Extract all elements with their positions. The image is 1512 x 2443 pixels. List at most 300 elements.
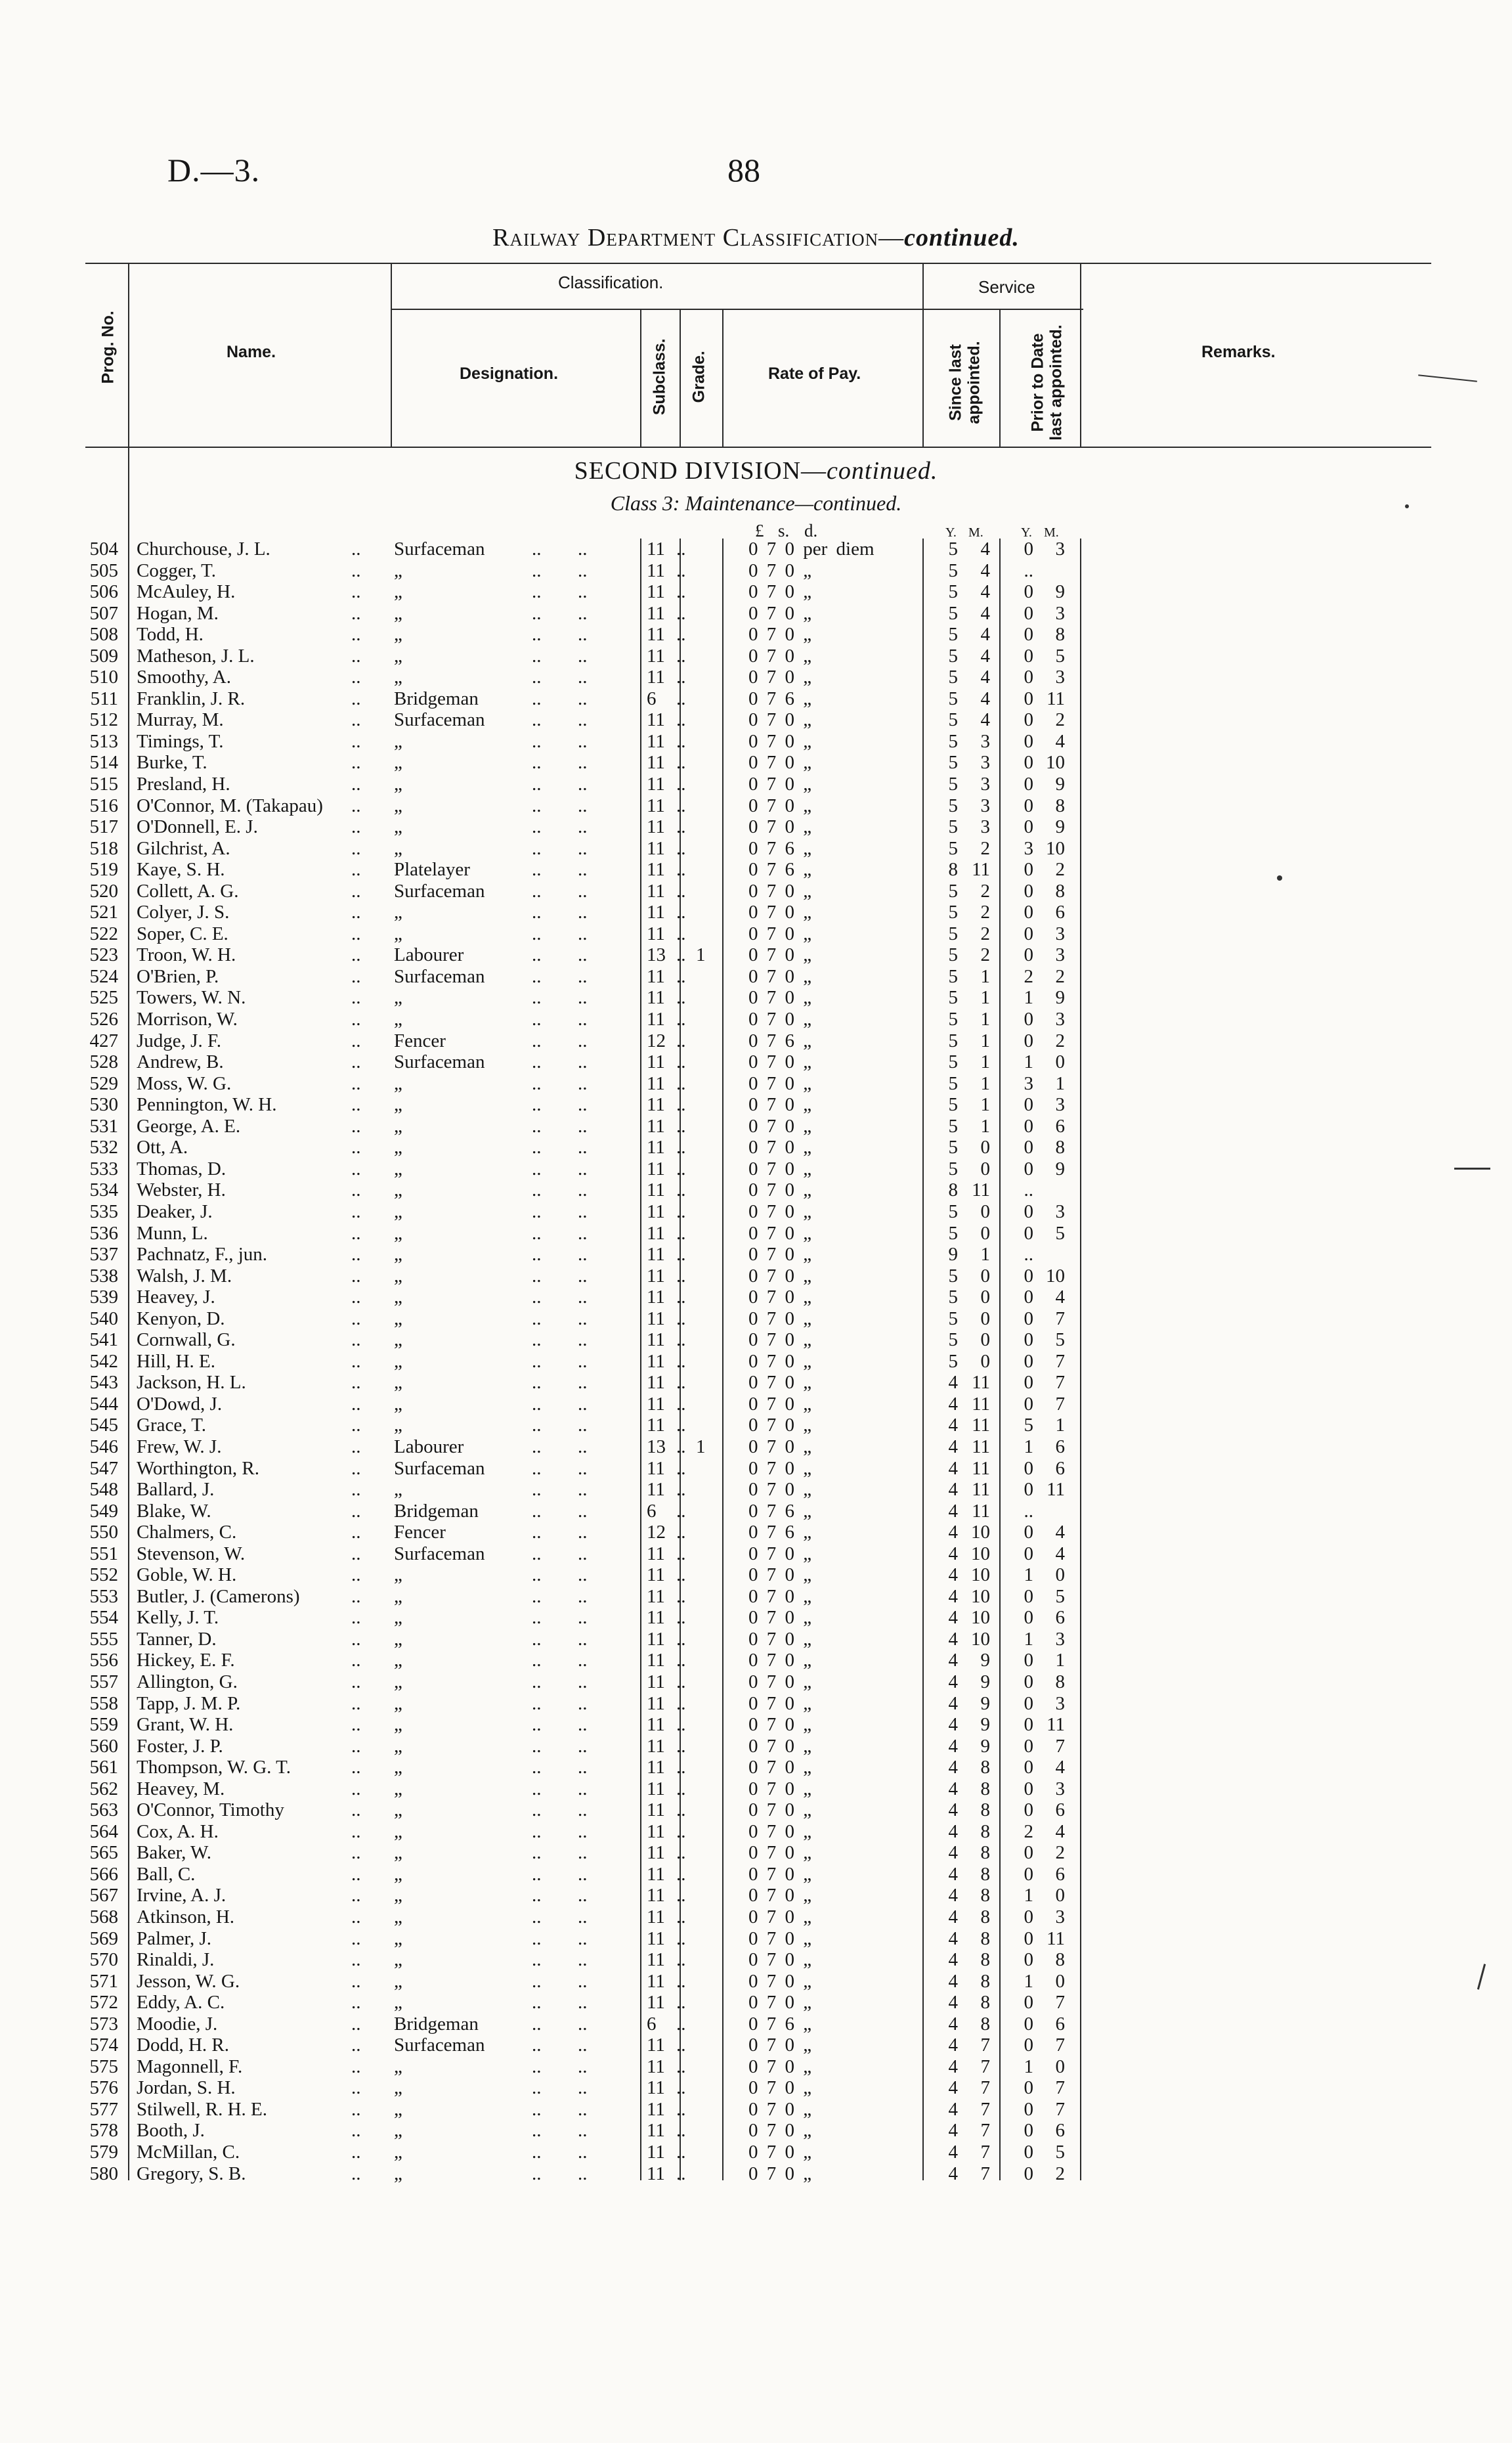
prior-months: 6 [1055, 2120, 1065, 2142]
employee-name: Moodie, J. [137, 2013, 218, 2035]
subclass: 11 [647, 1200, 665, 1222]
prior-years: 0 [1024, 709, 1033, 731]
prog-number: 524 [89, 965, 118, 987]
since-months: 11 [972, 1372, 990, 1394]
leader-dots: .. [532, 1863, 542, 1885]
since-months: 8 [980, 1949, 990, 1971]
prior-years: 0 [1024, 1222, 1033, 1244]
leader-dots: .. [676, 1115, 686, 1137]
table-row [0, 752, 1512, 774]
leader-dots: .. [532, 2142, 542, 2163]
prior-months: 9 [1055, 1158, 1065, 1179]
leader-dots: .. [351, 560, 361, 581]
leader-dots: .. [351, 1457, 361, 1479]
prior-months: 7 [1055, 1350, 1065, 1372]
leader-dots: .. [351, 774, 361, 795]
subclass: 11 [647, 1735, 665, 1757]
leader-dots: .. [532, 1735, 542, 1757]
table-row [0, 1607, 1512, 1629]
prior-months: 10 [1046, 1265, 1065, 1287]
prog-number: 569 [89, 1927, 118, 1949]
rate-of-pay: 0 7 0 „ [748, 1949, 812, 1971]
prior-years: 0 [1024, 2077, 1033, 2099]
header-prior-to-date: Prior to Date last appointed. [1028, 324, 1065, 441]
since-years: 4 [948, 1714, 958, 1736]
leader-dots: .. [351, 1650, 361, 1671]
subclass: 11 [647, 774, 665, 795]
prior-months: 2 [1055, 709, 1065, 731]
leader-dots: .. [676, 1072, 686, 1094]
leader-dots: .. [351, 1137, 361, 1158]
leader-dots: .. [676, 1820, 686, 1842]
leader-dots: .. [676, 645, 686, 667]
since-years: 5 [948, 880, 958, 902]
designation: Labourer [394, 944, 464, 966]
prior-years: 0 [1024, 688, 1033, 709]
since-years: 5 [948, 730, 958, 752]
subclass: 11 [647, 1692, 665, 1714]
col-rule-grade [722, 309, 724, 448]
leader-dots: .. [351, 667, 361, 688]
since-months: 1 [980, 1115, 990, 1137]
designation: „ [394, 816, 402, 838]
leader-dots: .. [676, 816, 686, 838]
subclass: 11 [647, 2098, 665, 2120]
employee-name: Tapp, J. M. P. [137, 1692, 241, 1714]
since-months: 8 [980, 1799, 990, 1821]
designation: Surfaceman [394, 709, 485, 731]
since-years: 8 [948, 859, 958, 881]
leader-dots: .. [578, 1607, 588, 1629]
designation: „ [394, 1585, 402, 1607]
prior-years: 0 [1024, 1906, 1033, 1927]
leader-dots: .. [532, 1992, 542, 2014]
leader-dots: .. [578, 1692, 588, 1714]
leader-dots: .. [532, 1479, 542, 1501]
table-row [0, 816, 1512, 838]
employee-name: Pennington, W. H. [137, 1094, 277, 1116]
scan-mark [1454, 1168, 1490, 1170]
leader-dots: .. [351, 1927, 361, 1949]
designation: „ [394, 1820, 402, 1842]
leader-dots: .. [351, 2120, 361, 2142]
since-years: 5 [948, 816, 958, 838]
rate-of-pay: 0 7 0 „ [748, 1735, 812, 1757]
since-years: 5 [948, 1072, 958, 1094]
since-months: 4 [980, 602, 990, 624]
leader-dots: .. [578, 1457, 588, 1479]
leader-dots: .. [676, 1222, 686, 1244]
subclass: 11 [647, 2120, 665, 2142]
prog-number: 573 [89, 2013, 118, 2035]
subclass: 11 [647, 602, 665, 624]
since-years: 5 [948, 1287, 958, 1308]
prog-number: 509 [89, 645, 118, 667]
since-years: 5 [948, 944, 958, 966]
leader-dots: .. [578, 581, 588, 603]
rate-of-pay: 0 7 0 „ [748, 923, 812, 944]
prog-number: 532 [89, 1137, 118, 1158]
prior-months: 7 [1055, 1393, 1065, 1415]
leader-dots: .. [676, 1714, 686, 1736]
prior-months: 3 [1055, 667, 1065, 688]
rate-of-pay: 0 7 6 „ [748, 1500, 812, 1522]
leader-dots: .. [578, 902, 588, 923]
designation: „ [394, 1372, 402, 1394]
prog-number: 561 [89, 1757, 118, 1778]
subclass: 11 [647, 1927, 665, 1949]
leader-dots: .. [676, 1949, 686, 1971]
rate-of-pay: 0 7 0 „ [748, 1607, 812, 1629]
rate-of-pay: 0 7 0 „ [748, 1564, 812, 1586]
subclass: 11 [647, 1799, 665, 1821]
designation: Platelayer [394, 859, 470, 881]
prog-number: 530 [89, 1094, 118, 1116]
subclass: 11 [647, 2163, 665, 2184]
prior-years: 3 [1024, 1072, 1033, 1094]
employee-name: O'Connor, M. (Takapau) [137, 795, 323, 816]
table-row [0, 1586, 1512, 1608]
prog-number: 542 [89, 1350, 118, 1372]
leader-dots: .. [351, 624, 361, 646]
since-years: 5 [948, 709, 958, 731]
prior-years: 0 [1024, 1329, 1033, 1351]
prior-months: 3 [1055, 944, 1065, 966]
employee-name: Blake, W. [137, 1500, 211, 1522]
table-row [0, 667, 1512, 688]
prog-number: 531 [89, 1115, 118, 1137]
prior-years: 0 [1024, 1457, 1033, 1479]
table-row [0, 795, 1512, 817]
table-row [0, 1244, 1512, 1266]
since-years: 4 [948, 1778, 958, 1799]
prior-months: 4 [1055, 1757, 1065, 1778]
prior-years: 0 [1024, 1158, 1033, 1179]
rate-of-pay: 0 7 0 „ [748, 2056, 812, 2077]
leader-dots: .. [351, 1992, 361, 2014]
designation: „ [394, 1200, 402, 1222]
subclass: 11 [647, 730, 665, 752]
prog-number: 558 [89, 1692, 118, 1714]
since-years: 4 [948, 2077, 958, 2099]
leader-dots: .. [676, 1543, 686, 1564]
leader-dots: .. [351, 2013, 361, 2035]
designation: „ [394, 1072, 402, 1094]
prior-months: 7 [1055, 1735, 1065, 1757]
prog-number: 550 [89, 1522, 118, 1543]
since-months: 8 [980, 1885, 990, 1906]
subclass: 11 [647, 1222, 665, 1244]
subclass: 11 [647, 1885, 665, 1906]
subclass: 11 [647, 1457, 665, 1479]
subclass: 11 [647, 923, 665, 944]
prior-years: 0 [1024, 1607, 1033, 1629]
since-months: 11 [972, 1415, 990, 1436]
leader-dots: .. [578, 944, 588, 966]
since-years: 4 [948, 1628, 958, 1650]
prior-months: 5 [1055, 1329, 1065, 1351]
designation: „ [394, 1179, 402, 1201]
employee-name: Deaker, J. [137, 1200, 213, 1222]
prog-number: 512 [89, 709, 118, 731]
since-months: 0 [980, 1158, 990, 1179]
prog-number: 526 [89, 1009, 118, 1030]
division-title [0, 456, 1512, 485]
prior-years: 5 [1024, 1415, 1033, 1436]
leader-dots: .. [532, 539, 542, 560]
division-name: SECOND DIVISION— [574, 457, 827, 485]
since-months: 2 [980, 837, 990, 859]
unit-pence: d. [804, 521, 818, 540]
rate-of-pay: 0 7 6 „ [748, 1522, 812, 1543]
prior-years: 0 [1024, 1115, 1033, 1137]
prior-years: 0 [1024, 1265, 1033, 1287]
leader-dots: .. [578, 1308, 588, 1329]
since-months: 2 [980, 880, 990, 902]
since-months: 8 [980, 1778, 990, 1799]
prior-years: 0 [1024, 923, 1033, 944]
prior-years: 0 [1024, 2163, 1033, 2184]
leader-dots: .. [676, 1778, 686, 1799]
subclass: 11 [647, 2077, 665, 2099]
subclass: 11 [647, 560, 665, 581]
leader-dots: .. [351, 688, 361, 709]
prior-years: 1 [1024, 1051, 1033, 1073]
subclass: 11 [647, 1479, 665, 1501]
employee-name: Heavey, M. [137, 1778, 225, 1799]
subclass: 11 [647, 1051, 665, 1073]
leader-dots: .. [676, 730, 686, 752]
leader-dots: .. [578, 1757, 588, 1778]
prior-months: 0 [1055, 1970, 1065, 1992]
leader-dots: .. [532, 1500, 542, 1522]
leader-dots: .. [676, 774, 686, 795]
employee-name: Kenyon, D. [137, 1308, 225, 1329]
subclass: 11 [647, 1009, 665, 1030]
employee-name: Presland, H. [137, 774, 230, 795]
subclass: 11 [647, 1714, 665, 1736]
leader-dots: .. [676, 1287, 686, 1308]
prior-months: 6 [1055, 902, 1065, 923]
leader-dots: .. [351, 1244, 361, 1266]
prior-years: 0 [1024, 1927, 1033, 1949]
leader-dots: .. [532, 880, 542, 902]
designation: „ [394, 1927, 402, 1949]
prior-months: 5 [1055, 1222, 1065, 1244]
table-row [0, 1522, 1512, 1543]
designation: „ [394, 1799, 402, 1821]
leader-dots: .. [351, 1564, 361, 1586]
table-row [0, 1821, 1512, 1843]
since-years: 5 [948, 1030, 958, 1051]
leader-dots: .. [578, 2035, 588, 2056]
rate-of-pay: 0 7 0 „ [748, 1009, 812, 1030]
grade: 1 [696, 944, 706, 966]
table-row [0, 2077, 1512, 2099]
employee-name: Troon, W. H. [137, 944, 236, 966]
table-row [0, 1693, 1512, 1715]
leader-dots: .. [351, 1051, 361, 1073]
prior-months: 4 [1055, 1522, 1065, 1543]
designation: Surfaceman [394, 2035, 485, 2056]
prog-number: 544 [89, 1393, 118, 1415]
leader-dots: .. [532, 1714, 542, 1736]
leader-dots: .. [351, 837, 361, 859]
table-row [0, 603, 1512, 625]
prior-months: 7 [1055, 2035, 1065, 2056]
unit-pound: £ [755, 521, 764, 540]
rate-of-pay: 0 7 0 „ [748, 1628, 812, 1650]
leader-dots: .. [532, 1415, 542, 1436]
designation: „ [394, 1244, 402, 1266]
prior-years: 0 [1024, 752, 1033, 774]
rate-of-pay: 0 7 0 „ [748, 1094, 812, 1116]
since-years: 5 [948, 774, 958, 795]
leader-dots: .. [676, 1329, 686, 1351]
prior-years: .. [1024, 560, 1033, 581]
employee-name: Hill, H. E. [137, 1350, 216, 1372]
designation: „ [394, 1735, 402, 1757]
table-row [0, 1629, 1512, 1650]
employee-name: Webster, H. [137, 1179, 226, 1201]
employee-name: Irvine, A. J. [137, 1885, 227, 1906]
since-months: 11 [972, 1500, 990, 1522]
leader-dots: .. [351, 1692, 361, 1714]
employee-name: Cornwall, G. [137, 1329, 236, 1351]
prior-months: 4 [1055, 1820, 1065, 1842]
employee-name: Gregory, S. B. [137, 2163, 246, 2184]
leader-dots: .. [351, 880, 361, 902]
designation: „ [394, 752, 402, 774]
prior-years: 0 [1024, 774, 1033, 795]
leader-dots: .. [532, 859, 542, 881]
table-row [0, 1928, 1512, 1950]
prog-number: 520 [89, 880, 118, 902]
unit-since-years: Y. [945, 525, 957, 540]
header-grade: Grade. [689, 351, 708, 403]
prog-number: 540 [89, 1308, 118, 1329]
rate-of-pay: 0 7 0 „ [748, 1479, 812, 1501]
leader-dots: .. [676, 667, 686, 688]
leader-dots: .. [578, 1650, 588, 1671]
leader-dots: .. [351, 795, 361, 816]
leader-dots: .. [532, 1585, 542, 1607]
employee-name: Churchouse, J. L. [137, 539, 270, 560]
prior-years: 0 [1024, 944, 1033, 966]
employee-name: Smoothy, A. [137, 667, 231, 688]
table-row [0, 1179, 1512, 1201]
leader-dots: .. [578, 880, 588, 902]
since-months: 0 [980, 1265, 990, 1287]
leader-dots: .. [351, 1200, 361, 1222]
subclass: 11 [647, 1329, 665, 1351]
prior-months: 4 [1055, 730, 1065, 752]
subclass: 6 [647, 688, 657, 709]
rate-of-pay: 0 7 0 „ [748, 1457, 812, 1479]
since-months: 1 [980, 987, 990, 1009]
prog-number: 562 [89, 1778, 118, 1799]
employee-name: Jackson, H. L. [137, 1372, 246, 1394]
subclass: 11 [647, 902, 665, 923]
leader-dots: .. [578, 859, 588, 881]
grade: 1 [696, 1436, 706, 1457]
designation: „ [394, 1885, 402, 1906]
since-years: 4 [948, 1671, 958, 1692]
designation: Fencer [394, 1030, 446, 1051]
prior-years: .. [1024, 1244, 1033, 1266]
employee-name: Murray, M. [137, 709, 224, 731]
employee-name: Walsh, J. M. [137, 1265, 232, 1287]
leader-dots: .. [578, 1051, 588, 1073]
prog-number: 570 [89, 1949, 118, 1971]
prior-years: 0 [1024, 1393, 1033, 1415]
subclass: 11 [647, 1650, 665, 1671]
employee-name: Butler, J. (Camerons) [137, 1585, 300, 1607]
table-row [0, 1051, 1512, 1073]
leader-dots: .. [676, 923, 686, 944]
designation: „ [394, 1564, 402, 1586]
rate-of-pay: 0 7 0 „ [748, 774, 812, 795]
leader-dots: .. [351, 1265, 361, 1287]
rate-of-pay: 0 7 0 „ [748, 1115, 812, 1137]
since-months: 4 [980, 709, 990, 731]
leader-dots: .. [532, 1522, 542, 1543]
since-years: 5 [948, 795, 958, 816]
leader-dots: .. [351, 1885, 361, 1906]
prog-number: 555 [89, 1628, 118, 1650]
since-months: 7 [980, 2035, 990, 2056]
since-months: 1 [980, 965, 990, 987]
leader-dots: .. [532, 2035, 542, 2056]
table-row [0, 688, 1512, 710]
table-row [0, 1394, 1512, 1415]
employee-name: McAuley, H. [137, 581, 236, 603]
leader-dots: .. [351, 902, 361, 923]
table-row [0, 624, 1512, 646]
prior-months: 11 [1047, 1714, 1065, 1736]
since-months: 10 [971, 1628, 990, 1650]
designation: Fencer [394, 1522, 446, 1543]
table-row [0, 2099, 1512, 2121]
prog-number: 574 [89, 2035, 118, 2056]
prior-months: 5 [1055, 645, 1065, 667]
leader-dots: .. [351, 2163, 361, 2184]
prog-number: 552 [89, 1564, 118, 1586]
leader-dots: .. [676, 1479, 686, 1501]
prior-months: 2 [1055, 2163, 1065, 2184]
since-months: 8 [980, 1863, 990, 1885]
leader-dots: .. [532, 688, 542, 709]
leader-dots: .. [676, 688, 686, 709]
table-row [0, 581, 1512, 603]
designation: Labourer [394, 1436, 464, 1457]
header-top-rule [85, 263, 1431, 264]
unit-since-months: M. [968, 525, 983, 540]
leader-dots: .. [578, 2077, 588, 2099]
subclass: 11 [647, 1179, 665, 1201]
prior-months: 6 [1055, 1863, 1065, 1885]
prog-number: 549 [89, 1500, 118, 1522]
prior-years: 0 [1024, 1030, 1033, 1051]
prog-number: 427 [89, 1030, 118, 1051]
leader-dots: .. [578, 1671, 588, 1692]
rate-of-pay: 0 7 6 „ [748, 859, 812, 881]
prog-number: 534 [89, 1179, 118, 1201]
rate-of-pay: 0 7 0 „ [748, 2035, 812, 2056]
subclass: 11 [647, 1115, 665, 1137]
leader-dots: .. [532, 1051, 542, 1073]
leader-dots: .. [532, 965, 542, 987]
